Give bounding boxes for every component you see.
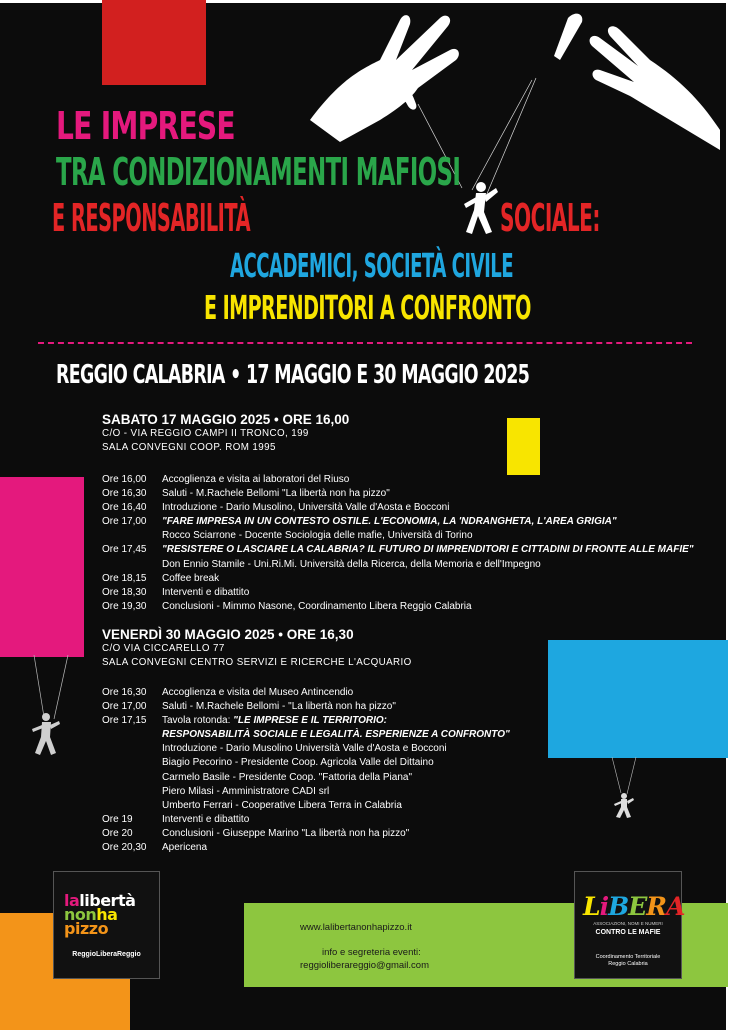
headline-line-4: ACCADEMICI, SOCIETÀ CIVILE	[230, 246, 514, 285]
program-row	[102, 728, 542, 742]
panelist: Umberto Ferrari - Cooperative Libera Terra in Calabria	[162, 799, 402, 811]
item-text: Saluti - M.Rachele Bellomi "La libertà non ha pizzo"	[162, 488, 390, 500]
la-liberta-logo	[53, 871, 160, 979]
puppet-figure-icon	[464, 182, 498, 234]
program-row	[102, 501, 702, 515]
time: Ore 19,30	[102, 600, 147, 612]
item-text: Accoglienza e visita del Museo Antincendio	[162, 687, 354, 698]
headline-line-3b: SOCIALE:	[500, 196, 600, 240]
time: Ore 16,30	[102, 488, 147, 500]
headline-line-1: LE IMPRESE	[56, 104, 235, 148]
program-row	[102, 771, 542, 785]
item-text: Coffee break	[162, 572, 220, 584]
time: Ore 19	[102, 813, 133, 825]
day1-title: SABATO 17 MAGGIO 2025 • ORE 16,00	[102, 412, 350, 427]
headline-line-5: E IMPRENDITORI A CONFRONTO	[204, 288, 531, 327]
day2-venue: SALA CONVEGNI CENTRO SERVIZI E RICERCHE L'ACQUARIO	[102, 656, 412, 668]
libera-logo	[574, 871, 685, 979]
program-row	[102, 827, 542, 841]
day1-venue: SALA CONVEGNI COOP. ROM 1995	[102, 441, 276, 453]
program-row	[102, 572, 702, 586]
time: Ore 16,00	[102, 474, 147, 485]
logo-wordmark: lalibertà nonha pizzo	[64, 891, 136, 938]
dashed-divider	[38, 342, 692, 344]
logo-subtitle: ReggioLiberaReggio	[72, 951, 141, 958]
website-link[interactable]: www.lalibertanonhapizzo.it	[300, 922, 412, 933]
program-row	[102, 558, 702, 572]
item-text: Interventi e dibattito	[162, 586, 250, 598]
time: Ore 20,30	[102, 842, 147, 854]
right-hand-icon	[554, 14, 720, 150]
time: Ore 17,00	[102, 516, 147, 528]
blue-block	[548, 640, 728, 758]
panelist: Biagio Pecorino - Presidente Coop. Agricola Valle del Dittaino	[162, 757, 434, 769]
program-row	[102, 785, 542, 799]
info-label: info e segreteria eventi:	[322, 947, 421, 958]
day1-header	[102, 412, 349, 454]
item-text: Accoglienza e visita ai laboratori del Riuso	[162, 474, 350, 485]
program-row	[102, 487, 702, 501]
program-row	[102, 529, 702, 543]
email-link[interactable]: reggioliberareggio@gmail.com	[300, 960, 429, 971]
item-text: Tavola rotonda:	[162, 715, 231, 727]
time: Ore 17,45	[102, 544, 147, 556]
item-text: Introduzione - Dario Musolino, Università Valle d'Aosta e Bocconi	[162, 502, 450, 514]
speaker: Don Ennio Stamile - Uni.Ri.Mi. Università della Ricerca, della Memoria e dell'Impegno	[162, 558, 541, 570]
talk-title: "FARE IMPRESA IN UN CONTESTO OSTILE. L'ECONOMIA, LA 'NDRANGHETA, L'AREA GRIGIA"	[162, 516, 617, 528]
program-row	[102, 742, 542, 756]
time: Ore 16,40	[102, 502, 147, 514]
talk-title: "LE IMPRESE E IL TERRITORIO:	[233, 715, 388, 727]
time: Ore 20	[102, 827, 133, 839]
red-block	[102, 0, 206, 85]
time: Ore 17,00	[102, 701, 147, 713]
small-puppet-right-icon	[606, 757, 642, 819]
day2-title: VENERDÌ 30 MAGGIO 2025 • ORE 16,30	[102, 627, 354, 642]
program-row	[102, 799, 542, 813]
item-text: Conclusioni - Mimmo Nasone, Coordinamento Libera Reggio Calabria	[162, 600, 472, 612]
day2-header	[102, 627, 412, 669]
time: Ore 18,30	[102, 586, 147, 598]
contact-block	[300, 921, 429, 972]
program-row	[102, 813, 542, 827]
time: Ore 16,30	[102, 687, 147, 698]
panelist: Introduzione - Dario Musolino Università Valle d'Aosta e Bocconi	[162, 743, 447, 755]
libera-tagline: ASSOCIAZIONI, NOMI E NUMERI	[593, 921, 663, 926]
program-row	[102, 473, 702, 487]
program-row	[102, 686, 542, 700]
program-row	[102, 700, 542, 714]
program-row	[102, 586, 702, 600]
panelist: Carmelo Basile - Presidente Coop. "Fattoria della Piana"	[162, 771, 412, 783]
item-text: Interventi e dibattito	[162, 813, 250, 825]
item-text: Conclusioni - Giuseppe Marino "La libertà non ha pizzo"	[162, 827, 410, 839]
libera-coord: Coordinamento Territoriale Reggio Calabria	[595, 954, 661, 967]
libera-wordmark: LiBERA	[583, 892, 685, 921]
headline-line-3a: E RESPONSABILITÀ	[52, 196, 251, 240]
talk-title: RESPONSABILITÀ SOCIALE E LEGALITÀ. ESPERIENZE A CONFRONTO"	[162, 729, 510, 741]
item-text: Apericena	[162, 842, 208, 854]
item-text: Saluti - M.Rachele Bellomi - "La libertà non ha pizzo"	[162, 701, 396, 713]
program-row	[102, 515, 702, 529]
libera-motto: CONTRO LE MAFIE	[595, 929, 661, 936]
program-row	[102, 841, 542, 855]
headline-line-2: TRA CONDIZIONAMENTI MAFIOSI	[56, 150, 461, 194]
talk-title: "RESISTERE O LASCIARE LA CALABRIA? IL FUTURO DI IMPRENDITORI E CITTADINI DI FRONTE ALLE MAFIE"	[162, 544, 694, 556]
small-puppet-left-icon	[26, 655, 76, 760]
yellow-block	[507, 418, 540, 475]
magenta-block	[0, 477, 84, 657]
time: Ore 17,15	[102, 715, 147, 727]
speaker: Rocco Sciarrone - Docente Sociologia delle mafie, Università di Torino	[162, 530, 473, 542]
left-hand-icon	[310, 15, 459, 142]
panelist: Piero Milasi - Amministratore CADI srl	[162, 785, 330, 797]
program-row	[102, 600, 702, 614]
day1-program	[102, 473, 702, 614]
time: Ore 18,15	[102, 572, 147, 584]
day2-program	[102, 686, 542, 855]
program-row	[102, 543, 702, 557]
program-row	[102, 714, 542, 728]
day1-address: C/O - VIA REGGIO CAMPI II TRONCO, 199	[102, 428, 309, 439]
location-dates: REGGIO CALABRIA • 17 MAGGIO E 30 MAGGIO 2025	[56, 360, 530, 390]
program-row	[102, 756, 542, 770]
day2-address: C/O VIA CICCARELLO 77	[102, 643, 225, 654]
